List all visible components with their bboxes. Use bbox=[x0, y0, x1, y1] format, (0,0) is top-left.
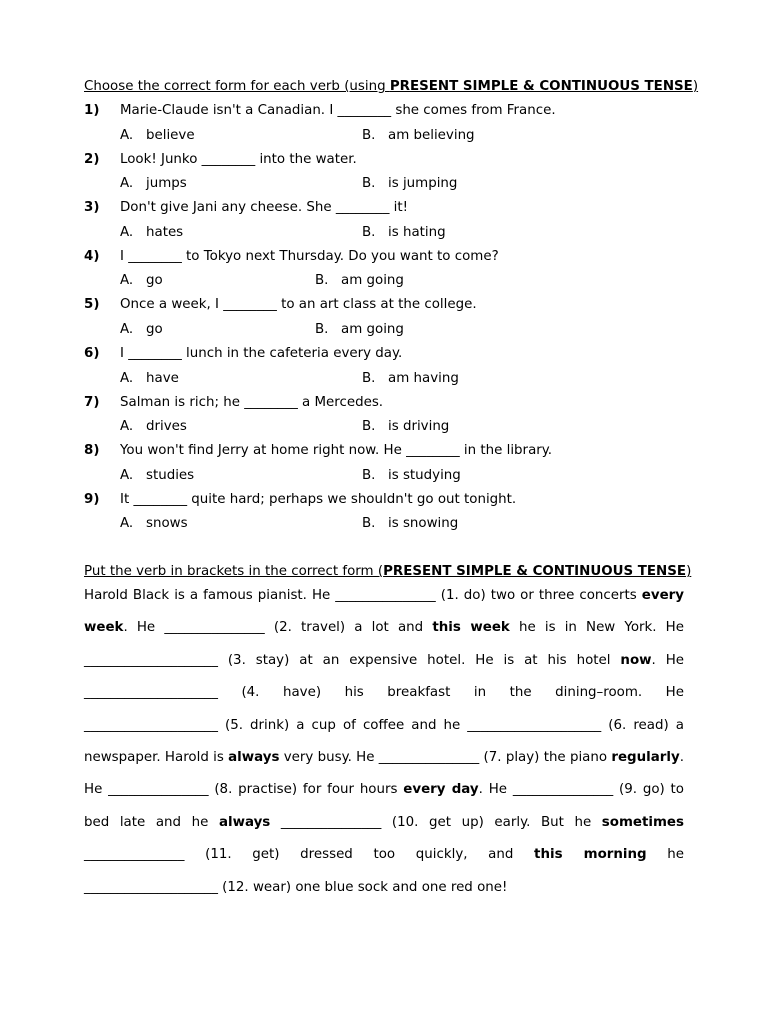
option-letter: B. bbox=[362, 370, 376, 386]
paragraph-text: . He _______________ (9. go) to bbox=[478, 782, 685, 798]
question-number: 4) bbox=[84, 248, 100, 264]
option-text: studies bbox=[146, 467, 195, 483]
paragraph-line bbox=[84, 813, 684, 845]
heading-text: ) bbox=[686, 564, 692, 579]
option-a[interactable] bbox=[120, 322, 163, 337]
option-b[interactable] bbox=[362, 225, 446, 240]
heading-emphasis: PRESENT SIMPLE & CONTINUOUS TENSE bbox=[383, 564, 687, 579]
paragraph-text: Harold Black is a famous pianist. He _______________ (1. do) two or three concerts bbox=[84, 588, 642, 603]
paragraph-text: ____________________ (12. wear) one blue sock and one red one! bbox=[84, 879, 508, 895]
option-letter: A. bbox=[120, 321, 134, 337]
bold-keyword: always bbox=[228, 749, 280, 765]
question-number: 3) bbox=[84, 200, 100, 216]
bold-keyword: always bbox=[218, 814, 271, 830]
option-letter: A. bbox=[120, 370, 134, 386]
paragraph-text: . He bbox=[651, 652, 685, 668]
paragraph-text: _______________ (10. get up) early. But he bbox=[270, 814, 602, 830]
option-b[interactable] bbox=[362, 371, 459, 386]
option-letter: B. bbox=[315, 273, 329, 289]
option-text: go bbox=[146, 321, 163, 337]
option-a[interactable] bbox=[120, 273, 163, 288]
option-text: jumps bbox=[146, 176, 187, 192]
question-text: Don't give Jani any cheese. She ________ it! bbox=[120, 200, 409, 216]
question-number: 2) bbox=[84, 151, 100, 167]
heading-emphasis: PRESENT SIMPLE & CONTINUOUS TENSE bbox=[389, 79, 693, 94]
option-letter: B. bbox=[362, 419, 376, 435]
paragraph-text: he is in New York. He bbox=[509, 620, 684, 636]
option-text: is hating bbox=[388, 224, 446, 240]
option-b[interactable] bbox=[362, 176, 457, 191]
option-letter: B. bbox=[315, 321, 329, 337]
option-text: go bbox=[146, 273, 163, 289]
paragraph-line bbox=[84, 748, 684, 780]
option-b[interactable] bbox=[315, 273, 404, 288]
paragraph-line bbox=[84, 618, 684, 650]
question-number: 9) bbox=[84, 491, 100, 507]
option-text: am going bbox=[341, 273, 404, 289]
bold-keyword: every bbox=[641, 588, 684, 603]
option-letter: A. bbox=[120, 224, 134, 240]
paragraph-text: . bbox=[679, 749, 684, 765]
question-text: It ________ quite hard; perhaps we shouldn't go out tonight. bbox=[120, 491, 517, 507]
question-text: I ________ to Tokyo next Thursday. Do you want to come? bbox=[120, 248, 499, 264]
option-b[interactable] bbox=[362, 468, 461, 483]
option-b[interactable] bbox=[362, 516, 458, 531]
option-a[interactable] bbox=[120, 516, 188, 531]
option-letter: B. bbox=[362, 467, 376, 483]
option-letter: A. bbox=[120, 176, 134, 192]
option-letter: B. bbox=[362, 176, 376, 192]
option-letter: B. bbox=[362, 224, 376, 240]
section2-heading bbox=[84, 564, 691, 579]
paragraph-line bbox=[84, 878, 684, 910]
heading-text: ) bbox=[692, 79, 699, 94]
option-text: am believing bbox=[388, 127, 475, 143]
question-number: 7) bbox=[84, 394, 100, 410]
option-text: believe bbox=[146, 127, 195, 143]
option-text: snows bbox=[146, 516, 188, 532]
option-text: drives bbox=[146, 419, 187, 435]
option-a[interactable] bbox=[120, 128, 195, 143]
question-text: Look! Junko ________ into the water. bbox=[120, 151, 357, 167]
bold-keyword: week bbox=[84, 620, 124, 636]
option-a[interactable] bbox=[120, 176, 187, 191]
option-letter: A. bbox=[120, 127, 134, 143]
paragraph-text: . He _______________ (2. travel) a lot and bbox=[123, 620, 433, 636]
section1-heading bbox=[84, 79, 698, 94]
bold-keyword: this morning bbox=[534, 847, 647, 863]
heading-text: Put the verb in brackets in the correct form ( bbox=[84, 564, 384, 579]
option-a[interactable] bbox=[120, 419, 187, 434]
option-letter: A. bbox=[120, 467, 134, 483]
option-a[interactable] bbox=[120, 468, 194, 483]
option-letter: B. bbox=[362, 516, 376, 532]
paragraph-line bbox=[84, 845, 684, 877]
option-text: is driving bbox=[388, 419, 450, 435]
bold-keyword: sometimes bbox=[601, 814, 684, 830]
option-text: am having bbox=[388, 370, 459, 386]
paragraph-text: ____________________ (4. have) his breakfast in the dining–room. He bbox=[84, 685, 684, 701]
option-text: is studying bbox=[388, 467, 461, 483]
option-letter: A. bbox=[120, 516, 134, 532]
question-text: You won't find Jerry at home right now. He ________ in the library. bbox=[120, 443, 553, 459]
question-text: Once a week, I ________ to an art class at the college. bbox=[120, 297, 477, 313]
paragraph-line bbox=[84, 716, 684, 748]
heading-text: Choose the correct form for each verb (using bbox=[84, 79, 390, 94]
paragraph-line bbox=[84, 780, 684, 812]
paragraph-text: ____________________ (5. drink) a cup of coffee and he ____________________ (6. read) a bbox=[84, 717, 684, 733]
paragraph-text: very busy. He _______________ (7. play) the piano bbox=[279, 749, 612, 765]
bold-keyword: regularly bbox=[611, 749, 680, 765]
option-text: have bbox=[146, 370, 179, 386]
option-b[interactable] bbox=[315, 322, 404, 337]
option-b[interactable] bbox=[362, 128, 475, 143]
question-text: Marie-Claude isn't a Canadian. I ________ she comes from France. bbox=[120, 103, 556, 118]
question-number: 6) bbox=[84, 346, 100, 361]
paragraph-line bbox=[84, 586, 684, 618]
paragraph-text: he bbox=[646, 847, 685, 863]
option-a[interactable] bbox=[120, 371, 179, 386]
option-text: am going bbox=[341, 321, 404, 337]
paragraph-line bbox=[84, 651, 684, 683]
option-letter: A. bbox=[120, 273, 134, 289]
bold-keyword: now bbox=[620, 652, 652, 668]
fill-in-paragraph bbox=[84, 586, 684, 910]
option-text: is jumping bbox=[388, 176, 458, 192]
option-text: hates bbox=[146, 224, 184, 240]
question-number: 8) bbox=[84, 443, 100, 459]
paragraph-text: newspaper. Harold is bbox=[84, 749, 229, 765]
question-number: 5) bbox=[84, 297, 100, 313]
question-number: 1) bbox=[84, 103, 100, 118]
question-text: I ________ lunch in the cafeteria every day. bbox=[120, 346, 403, 361]
bold-keyword: this week bbox=[432, 620, 510, 636]
option-text: is snowing bbox=[388, 516, 459, 532]
option-b[interactable] bbox=[362, 419, 449, 434]
option-letter: A. bbox=[120, 419, 134, 435]
bold-keyword: every day bbox=[403, 782, 479, 798]
option-letter: B. bbox=[362, 127, 376, 143]
paragraph-text: He _______________ (8. practise) for four hours bbox=[84, 782, 404, 798]
paragraph-text: _______________ (11. get) dressed too quickly, and bbox=[84, 847, 535, 863]
option-a[interactable] bbox=[120, 225, 183, 240]
paragraph-text: ____________________ (3. stay) at an expensive hotel. He is at his hotel bbox=[84, 652, 621, 668]
paragraph-line bbox=[84, 683, 684, 715]
question-text: Salman is rich; he ________ a Mercedes. bbox=[120, 394, 384, 410]
paragraph-text: bed late and he bbox=[84, 814, 219, 830]
